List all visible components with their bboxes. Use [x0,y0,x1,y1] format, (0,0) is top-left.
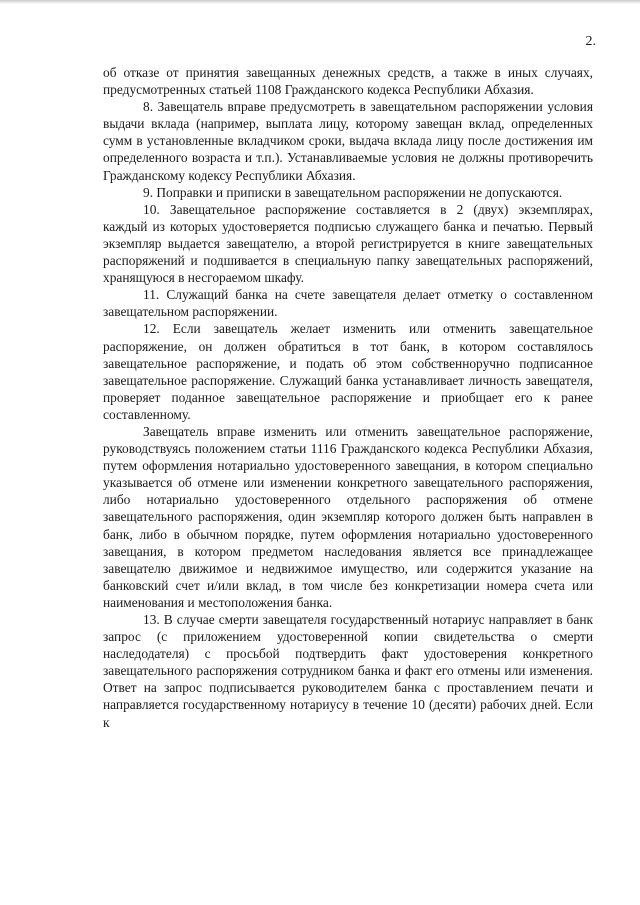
page-body [103,64,593,731]
paragraph-clause-12-cont: Завещатель вправе изменить или отменить завещательное распоряжение, руководствуясь положением статьи 1116 Гражданского кодекса Республики Абхазия, путем оформления нотариально удостоверенного завещания, в котором специально указывается об отмене или изменении конкретного завещательного распоряжения, либо нотариально удостоверенного отдельного распоряжения об отмене завещательного распоряжения, один экземпляр которого должен быть направлен в банк, либо в обычном порядке, путем оформления нотариально удостоверенного завещания, в котором предметом наследования является все принадлежащее завещателю движимое и недвижимое имущество, или содержится указание на банковский счет и/или вклад, в том числе без конкретизации номера счета или наименования и местоположения банка. [103,423,593,610]
paragraph-clause-11: 11. Служащий банка на счете завещателя делает отметку о составленном завещательном распоряжении. [103,287,593,320]
paragraph-clause-8: 8. Завещатель вправе предусмотреть в завещательном распоряжении условия выдачи вклада (например, выплата лицу, которому завещан вклад, определенных сумм в установленные вкладчиком сроки, выдача вклада лицу после достижения им определенного возраста и т.п.). Устанавливаемые условия не должны противоречить Гражданскому кодексу Республики Абхазия. [103,99,593,183]
paragraph-clause-12: 12. Если завещатель желает изменить или отменить завещательное распоряжение, он должен обратиться в тот банк, в котором составлялось завещательное распоряжение, и подать об этом собственноручно подписанное завещательное распоряжение. Служащий банка устанавливает личность завещателя, проверяет поданное завещательное распоряжение и приобщает его к ранее составленному. [103,321,593,422]
page-number: 2. [585,34,596,49]
paragraph-clause-13: 13. В случае смерти завещателя государственный нотариус направляет в банк запрос (с приложением удостоверенной копии свидетельства о смерти наследодателя) с просьбой подтвердить факт удостоверения конкретного завещательного распоряжения сотрудником банка и факт его отмены или изменения. Ответ на запрос подписывается руководителем банка с проставлением печати и направляется государственному нотариусу в течение 10 (десяти) рабочих дней. Если к [103,612,593,730]
paragraph-continuation: об отказе от принятия завещанных денежных средств, а также в иных случаях, предусмотренных статьей 1108 Гражданского кодекса Республики Абхазия. [103,65,593,98]
scan-edge [0,0,640,4]
paragraph-clause-10: 10. Завещательное распоряжение составляется в 2 (двух) экземплярах, каждый из которых удостоверяется подписью служащего банка и печатью. Первый экземпляр выдается завещателю, а второй регистрируется в книге завещательных распоряжений и подшивается в специальную папку завещательных распоряжений, хранящуюся в несгораемом шкафу. [103,201,593,286]
paragraph-clause-9: 9. Поправки и приписки в завещательном распоряжении не допускаются. [143,184,563,200]
